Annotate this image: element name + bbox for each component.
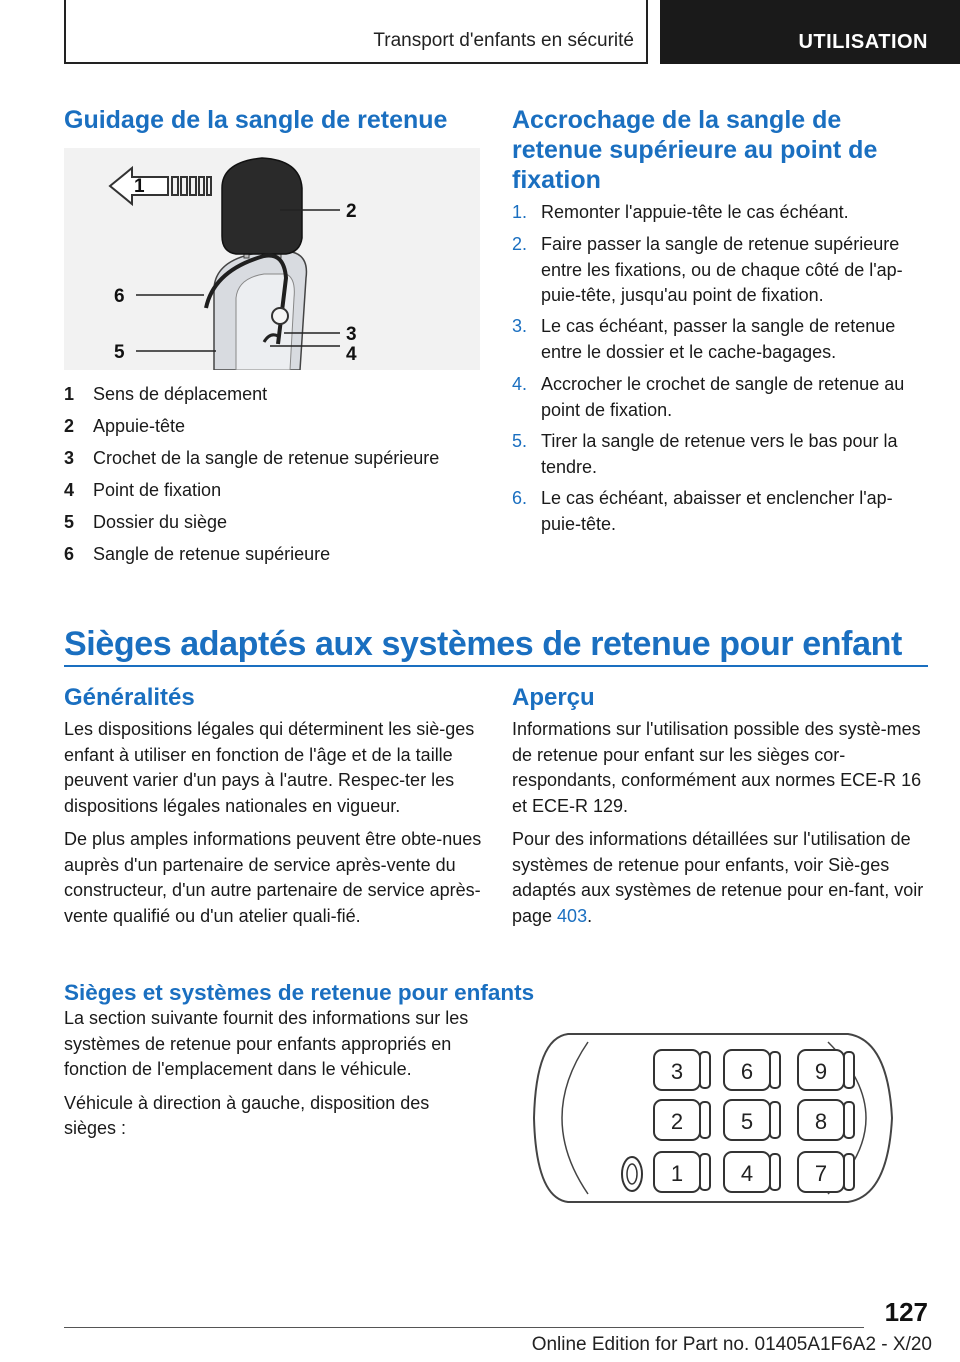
legend-number: 2: [64, 416, 75, 436]
footer-divider: [64, 1327, 864, 1328]
header-section-tab: [64, 0, 648, 64]
step-number: 1.: [512, 202, 528, 222]
figure-label-3: 3: [346, 324, 357, 345]
step-text: Le cas échéant, abaisser et enclencher l'ap-puie-tête.: [541, 488, 893, 534]
seat-number: 2: [670, 1109, 684, 1134]
legend-number: 6: [64, 544, 75, 564]
section-divider: [64, 665, 928, 667]
step-item: [512, 314, 932, 366]
legend-text: Point de fixation: [93, 480, 222, 500]
headrest-figure: [64, 148, 480, 370]
legend-text: Dossier du siège: [93, 512, 228, 532]
guidage-title: Guidage de la sangle de retenue: [64, 106, 448, 134]
legend-item: [64, 414, 484, 438]
apercu-paragraph: [512, 827, 930, 929]
step-item: [512, 372, 932, 424]
legend-text: Sens de déplacement: [93, 384, 268, 404]
step-text: Remonter l'appuie-tête le cas échéant.: [541, 202, 849, 222]
legend-text: Crochet de la sangle de retenue supérieure: [93, 448, 440, 468]
header-chapter-tab: [660, 0, 960, 64]
apercu-text: Pour des informations détaillées sur l'utilisation de systèmes de retenue pour enfants, voir Siè-ges adaptés aux systèmes de retenue pour en-fant, voir page: [512, 829, 924, 926]
direction-arrow-icon: [110, 168, 211, 204]
step-item: [512, 232, 932, 310]
legend-item: [64, 542, 484, 566]
generalites-paragraph: Les dispositions légales qui déterminent les siè-ges enfant à utiliser en fonction de l'âge et de la taille peuvent varier d'un pays à l'autre. Respec-ter les dispositions légales nationales en vigueur.: [64, 719, 475, 816]
generalites-title: Généralités: [64, 684, 195, 711]
seat-number: 4: [740, 1161, 754, 1186]
legend-item: [64, 382, 484, 406]
sieges-body: [64, 1006, 480, 1150]
generalites-paragraph: De plus amples informations peuvent être obte-nues auprès d'un partenaire de service après-vente du constructeur, d'un autre partenaire de service après-vente qualifié ou d'un atelier quali-fié.: [64, 829, 482, 926]
legend-item: [64, 478, 484, 502]
seat-number: 5: [740, 1109, 754, 1134]
header-chapter-title: UTILISATION: [798, 31, 928, 53]
sieges-paragraph: Véhicule à direction à gauche, disposition des sièges :: [64, 1092, 430, 1138]
step-number: 6.: [512, 488, 528, 508]
headrest-illustration: [64, 148, 480, 370]
vehicle-seat-diagram: [528, 1020, 904, 1216]
legend-item: [64, 446, 484, 470]
sieges-paragraph: La section suivante fournit des informations sur les systèmes de retenue pour enfants appropriés en fonction de l'emplacement dans le véhicule.: [64, 1008, 469, 1079]
figure-label-1: 1: [134, 176, 145, 197]
page-link[interactable]: 403: [557, 905, 588, 926]
step-number: 4.: [512, 374, 528, 394]
legend-number: 1: [64, 384, 75, 404]
step-text: Accrocher le crochet de sangle de retenue au point de fixation.: [541, 374, 905, 420]
step-text: Tirer la sangle de retenue vers le bas pour la tendre.: [541, 431, 898, 477]
step-item: [512, 429, 932, 481]
accrochage-title: Accrochage de la sangle de retenue supérieure au point de fixation: [512, 106, 878, 194]
figure-label-4: 4: [346, 344, 357, 365]
seat-number: 1: [670, 1161, 684, 1186]
step-number: 5.: [512, 431, 528, 451]
steering-wheel-icon: [622, 1157, 642, 1191]
legend-item: [64, 510, 484, 534]
sieges-title: Sièges et systèmes de retenue pour enfants: [64, 980, 535, 1005]
footer-edition: Online Edition for Part no. 01405A1F6A2 - X/20: [531, 1334, 932, 1355]
legend-number: 4: [64, 480, 75, 500]
figure-label-6: 6: [114, 286, 125, 307]
legend-number: 5: [64, 512, 75, 532]
figure-label-5: 5: [114, 342, 125, 363]
step-item: [512, 486, 932, 538]
step-number: 3.: [512, 316, 528, 336]
seat-number: 3: [670, 1059, 684, 1084]
legend-text: Sangle de retenue supérieure: [93, 544, 331, 564]
apercu-title: Aperçu: [512, 684, 595, 711]
seat-layout-figure: [528, 1020, 904, 1216]
step-text: Le cas échéant, passer la sangle de retenue entre le dossier et le cache-bagages.: [541, 316, 896, 362]
legend-text: Appuie-tête: [93, 416, 186, 436]
header-section-title: Transport d'enfants en sécurité: [373, 30, 634, 51]
seat-number: 8: [814, 1109, 828, 1134]
apercu-paragraph: Informations sur l'utilisation possible des systè-mes de retenue pour enfant sur les sièges cor-respondants, conformément aux normes ECE-R 16 et ECE-R 129.: [512, 719, 922, 816]
seat-number: 7: [814, 1161, 828, 1186]
apercu-text-end: .: [587, 905, 593, 926]
apercu-body: [512, 717, 930, 937]
seat-number: 9: [814, 1059, 828, 1084]
step-number: 2.: [512, 234, 528, 254]
page-number: 127: [884, 1297, 928, 1327]
generalites-body: [64, 717, 482, 937]
seat-number: 6: [740, 1059, 754, 1084]
main-section-title: Sièges adaptés aux systèmes de retenue pour enfant: [64, 625, 902, 663]
step-item: [512, 200, 932, 226]
step-text: Faire passer la sangle de retenue supérieure entre les fixations, ou de chaque côté de l'ap-puie-tête, jusqu'au point de fixation.: [541, 234, 903, 305]
legend-number: 3: [64, 448, 75, 468]
figure-label-2: 2: [346, 201, 357, 222]
